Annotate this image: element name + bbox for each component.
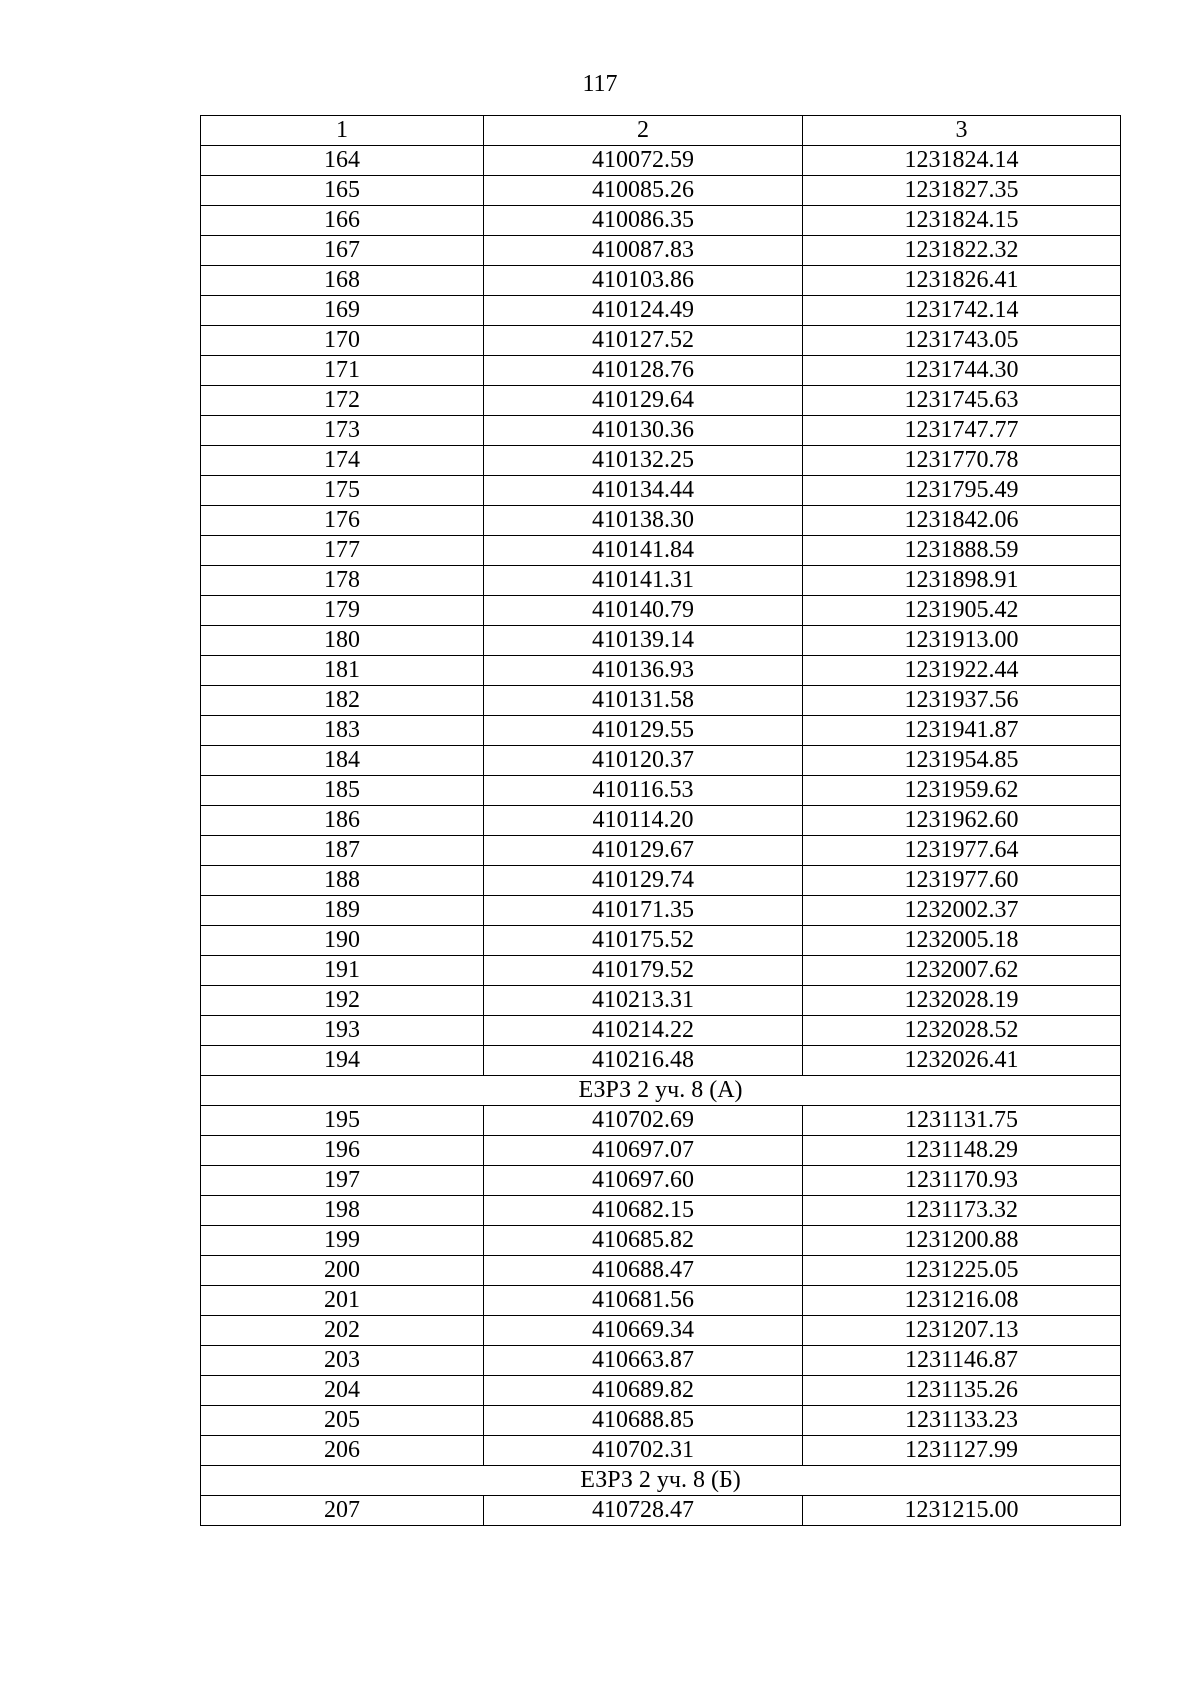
y-coordinate-cell: 1232002.37 bbox=[803, 896, 1121, 926]
y-coordinate-cell: 1231742.14 bbox=[803, 296, 1121, 326]
x-coordinate-cell: 410697.60 bbox=[484, 1166, 803, 1196]
point-number-cell: 173 bbox=[201, 416, 484, 446]
point-number-cell: 185 bbox=[201, 776, 484, 806]
table-row bbox=[201, 1196, 1121, 1226]
y-coordinate-cell: 1231937.56 bbox=[803, 686, 1121, 716]
header-cell-1: 1 bbox=[201, 116, 484, 146]
table-row bbox=[201, 416, 1121, 446]
point-number-cell: 191 bbox=[201, 956, 484, 986]
y-coordinate-cell: 1231959.62 bbox=[803, 776, 1121, 806]
y-coordinate-cell: 1231922.44 bbox=[803, 656, 1121, 686]
y-coordinate-cell: 1231127.99 bbox=[803, 1436, 1121, 1466]
table-row bbox=[201, 356, 1121, 386]
table-row bbox=[201, 296, 1121, 326]
x-coordinate-cell: 410116.53 bbox=[484, 776, 803, 806]
table-row bbox=[201, 236, 1121, 266]
x-coordinate-cell: 410728.47 bbox=[484, 1496, 803, 1526]
y-coordinate-cell: 1232007.62 bbox=[803, 956, 1121, 986]
y-coordinate-cell: 1231822.32 bbox=[803, 236, 1121, 266]
y-coordinate-cell: 1231827.35 bbox=[803, 176, 1121, 206]
x-coordinate-cell: 410114.20 bbox=[484, 806, 803, 836]
point-number-cell: 196 bbox=[201, 1136, 484, 1166]
y-coordinate-cell: 1231826.41 bbox=[803, 266, 1121, 296]
x-coordinate-cell: 410175.52 bbox=[484, 926, 803, 956]
point-number-cell: 172 bbox=[201, 386, 484, 416]
point-number-cell: 166 bbox=[201, 206, 484, 236]
y-coordinate-cell: 1231148.29 bbox=[803, 1136, 1121, 1166]
x-coordinate-cell: 410129.67 bbox=[484, 836, 803, 866]
table-row bbox=[201, 326, 1121, 356]
table-row bbox=[201, 686, 1121, 716]
point-number-cell: 205 bbox=[201, 1406, 484, 1436]
table-row bbox=[201, 446, 1121, 476]
point-number-cell: 164 bbox=[201, 146, 484, 176]
y-coordinate-cell: 1231977.60 bbox=[803, 866, 1121, 896]
x-coordinate-cell: 410130.36 bbox=[484, 416, 803, 446]
table-row bbox=[201, 716, 1121, 746]
y-coordinate-cell: 1232026.41 bbox=[803, 1046, 1121, 1076]
y-coordinate-cell: 1231744.30 bbox=[803, 356, 1121, 386]
table-row bbox=[201, 476, 1121, 506]
table-row bbox=[201, 1016, 1121, 1046]
point-number-cell: 180 bbox=[201, 626, 484, 656]
point-number-cell: 201 bbox=[201, 1286, 484, 1316]
x-coordinate-cell: 410085.26 bbox=[484, 176, 803, 206]
x-coordinate-cell: 410663.87 bbox=[484, 1346, 803, 1376]
section-title-row bbox=[201, 1076, 1121, 1106]
point-number-cell: 186 bbox=[201, 806, 484, 836]
x-coordinate-cell: 410171.35 bbox=[484, 896, 803, 926]
y-coordinate-cell: 1232028.52 bbox=[803, 1016, 1121, 1046]
y-coordinate-cell: 1231824.14 bbox=[803, 146, 1121, 176]
x-coordinate-cell: 410213.31 bbox=[484, 986, 803, 1016]
point-number-cell: 197 bbox=[201, 1166, 484, 1196]
table-row bbox=[201, 926, 1121, 956]
x-coordinate-cell: 410216.48 bbox=[484, 1046, 803, 1076]
y-coordinate-cell: 1231743.05 bbox=[803, 326, 1121, 356]
table-row bbox=[201, 1166, 1121, 1196]
point-number-cell: 171 bbox=[201, 356, 484, 386]
header-cell-2: 2 bbox=[484, 116, 803, 146]
x-coordinate-cell: 410129.64 bbox=[484, 386, 803, 416]
point-number-cell: 199 bbox=[201, 1226, 484, 1256]
point-number-cell: 169 bbox=[201, 296, 484, 326]
point-number-cell: 174 bbox=[201, 446, 484, 476]
x-coordinate-cell: 410141.31 bbox=[484, 566, 803, 596]
point-number-cell: 189 bbox=[201, 896, 484, 926]
y-coordinate-cell: 1231216.08 bbox=[803, 1286, 1121, 1316]
x-coordinate-cell: 410702.69 bbox=[484, 1106, 803, 1136]
y-coordinate-cell: 1231173.32 bbox=[803, 1196, 1121, 1226]
table-row bbox=[201, 866, 1121, 896]
point-number-cell: 195 bbox=[201, 1106, 484, 1136]
y-coordinate-cell: 1231954.85 bbox=[803, 746, 1121, 776]
x-coordinate-cell: 410131.58 bbox=[484, 686, 803, 716]
table-row bbox=[201, 1136, 1121, 1166]
x-coordinate-cell: 410669.34 bbox=[484, 1316, 803, 1346]
y-coordinate-cell: 1231977.64 bbox=[803, 836, 1121, 866]
point-number-cell: 192 bbox=[201, 986, 484, 1016]
y-coordinate-cell: 1231898.91 bbox=[803, 566, 1121, 596]
x-coordinate-cell: 410124.49 bbox=[484, 296, 803, 326]
point-number-cell: 177 bbox=[201, 536, 484, 566]
table-row bbox=[201, 986, 1121, 1016]
point-number-cell: 183 bbox=[201, 716, 484, 746]
x-coordinate-cell: 410072.59 bbox=[484, 146, 803, 176]
y-coordinate-cell: 1231215.00 bbox=[803, 1496, 1121, 1526]
table-row bbox=[201, 266, 1121, 296]
y-coordinate-cell: 1232028.19 bbox=[803, 986, 1121, 1016]
page-number: 117 bbox=[582, 71, 618, 97]
table-row bbox=[201, 1226, 1121, 1256]
header-cell-3: 3 bbox=[803, 116, 1121, 146]
x-coordinate-cell: 410138.30 bbox=[484, 506, 803, 536]
x-coordinate-cell: 410681.56 bbox=[484, 1286, 803, 1316]
table-row bbox=[201, 1106, 1121, 1136]
table-row bbox=[201, 506, 1121, 536]
y-coordinate-cell: 1231747.77 bbox=[803, 416, 1121, 446]
table-row bbox=[201, 626, 1121, 656]
table-row bbox=[201, 536, 1121, 566]
x-coordinate-cell: 410688.47 bbox=[484, 1256, 803, 1286]
point-number-cell: 187 bbox=[201, 836, 484, 866]
x-coordinate-cell: 410141.84 bbox=[484, 536, 803, 566]
y-coordinate-cell: 1231133.23 bbox=[803, 1406, 1121, 1436]
table-row bbox=[201, 1496, 1121, 1526]
point-number-cell: 207 bbox=[201, 1496, 484, 1526]
x-coordinate-cell: 410689.82 bbox=[484, 1376, 803, 1406]
x-coordinate-cell: 410103.86 bbox=[484, 266, 803, 296]
table-row bbox=[201, 1406, 1121, 1436]
x-coordinate-cell: 410685.82 bbox=[484, 1226, 803, 1256]
x-coordinate-cell: 410214.22 bbox=[484, 1016, 803, 1046]
y-coordinate-cell: 1231200.88 bbox=[803, 1226, 1121, 1256]
table-row bbox=[201, 836, 1121, 866]
point-number-cell: 203 bbox=[201, 1346, 484, 1376]
table-row bbox=[201, 896, 1121, 926]
x-coordinate-cell: 410136.93 bbox=[484, 656, 803, 686]
y-coordinate-cell: 1231131.75 bbox=[803, 1106, 1121, 1136]
point-number-cell: 206 bbox=[201, 1436, 484, 1466]
x-coordinate-cell: 410697.07 bbox=[484, 1136, 803, 1166]
point-number-cell: 181 bbox=[201, 656, 484, 686]
table-row bbox=[201, 566, 1121, 596]
x-coordinate-cell: 410086.35 bbox=[484, 206, 803, 236]
table-row bbox=[201, 746, 1121, 776]
y-coordinate-cell: 1231146.87 bbox=[803, 1346, 1121, 1376]
y-coordinate-cell: 1231842.06 bbox=[803, 506, 1121, 536]
y-coordinate-cell: 1231962.60 bbox=[803, 806, 1121, 836]
section-title-row bbox=[201, 1466, 1121, 1496]
point-number-cell: 190 bbox=[201, 926, 484, 956]
y-coordinate-cell: 1231745.63 bbox=[803, 386, 1121, 416]
y-coordinate-cell: 1231888.59 bbox=[803, 536, 1121, 566]
point-number-cell: 193 bbox=[201, 1016, 484, 1046]
table-row bbox=[201, 1316, 1121, 1346]
x-coordinate-cell: 410139.14 bbox=[484, 626, 803, 656]
y-coordinate-cell: 1232005.18 bbox=[803, 926, 1121, 956]
point-number-cell: 200 bbox=[201, 1256, 484, 1286]
table-row bbox=[201, 1376, 1121, 1406]
y-coordinate-cell: 1231207.13 bbox=[803, 1316, 1121, 1346]
table-row bbox=[201, 1256, 1121, 1286]
x-coordinate-cell: 410179.52 bbox=[484, 956, 803, 986]
y-coordinate-cell: 1231941.87 bbox=[803, 716, 1121, 746]
point-number-cell: 170 bbox=[201, 326, 484, 356]
point-number-cell: 184 bbox=[201, 746, 484, 776]
table-body bbox=[201, 116, 1121, 1526]
y-coordinate-cell: 1231795.49 bbox=[803, 476, 1121, 506]
x-coordinate-cell: 410128.76 bbox=[484, 356, 803, 386]
table-row bbox=[201, 596, 1121, 626]
x-coordinate-cell: 410129.74 bbox=[484, 866, 803, 896]
point-number-cell: 165 bbox=[201, 176, 484, 206]
point-number-cell: 202 bbox=[201, 1316, 484, 1346]
x-coordinate-cell: 410127.52 bbox=[484, 326, 803, 356]
point-number-cell: 188 bbox=[201, 866, 484, 896]
y-coordinate-cell: 1231170.93 bbox=[803, 1166, 1121, 1196]
table-row bbox=[201, 1046, 1121, 1076]
x-coordinate-cell: 410087.83 bbox=[484, 236, 803, 266]
x-coordinate-cell: 410134.44 bbox=[484, 476, 803, 506]
x-coordinate-cell: 410140.79 bbox=[484, 596, 803, 626]
table-row bbox=[201, 386, 1121, 416]
point-number-cell: 178 bbox=[201, 566, 484, 596]
point-number-cell: 204 bbox=[201, 1376, 484, 1406]
point-number-cell: 176 bbox=[201, 506, 484, 536]
section-title: ЕЗРЗ 2 уч. 8 (Б) bbox=[201, 1466, 1121, 1496]
table-row bbox=[201, 656, 1121, 686]
x-coordinate-cell: 410688.85 bbox=[484, 1406, 803, 1436]
x-coordinate-cell: 410682.15 bbox=[484, 1196, 803, 1226]
table-row bbox=[201, 1436, 1121, 1466]
y-coordinate-cell: 1231225.05 bbox=[803, 1256, 1121, 1286]
table-row bbox=[201, 176, 1121, 206]
table-row bbox=[201, 146, 1121, 176]
point-number-cell: 167 bbox=[201, 236, 484, 266]
x-coordinate-cell: 410702.31 bbox=[484, 1436, 803, 1466]
table-row bbox=[201, 1286, 1121, 1316]
y-coordinate-cell: 1231913.00 bbox=[803, 626, 1121, 656]
x-coordinate-cell: 410120.37 bbox=[484, 746, 803, 776]
table-row bbox=[201, 206, 1121, 236]
table-row bbox=[201, 1346, 1121, 1376]
point-number-cell: 179 bbox=[201, 596, 484, 626]
point-number-cell: 198 bbox=[201, 1196, 484, 1226]
x-coordinate-cell: 410129.55 bbox=[484, 716, 803, 746]
point-number-cell: 168 bbox=[201, 266, 484, 296]
y-coordinate-cell: 1231905.42 bbox=[803, 596, 1121, 626]
table-row bbox=[201, 806, 1121, 836]
y-coordinate-cell: 1231824.15 bbox=[803, 206, 1121, 236]
table-row bbox=[201, 956, 1121, 986]
point-number-cell: 182 bbox=[201, 686, 484, 716]
point-number-cell: 194 bbox=[201, 1046, 484, 1076]
point-number-cell: 175 bbox=[201, 476, 484, 506]
x-coordinate-cell: 410132.25 bbox=[484, 446, 803, 476]
coordinates-table bbox=[200, 115, 1121, 1526]
table-header-row bbox=[201, 116, 1121, 146]
y-coordinate-cell: 1231770.78 bbox=[803, 446, 1121, 476]
y-coordinate-cell: 1231135.26 bbox=[803, 1376, 1121, 1406]
table-row bbox=[201, 776, 1121, 806]
section-title: ЕЗРЗ 2 уч. 8 (А) bbox=[201, 1076, 1121, 1106]
